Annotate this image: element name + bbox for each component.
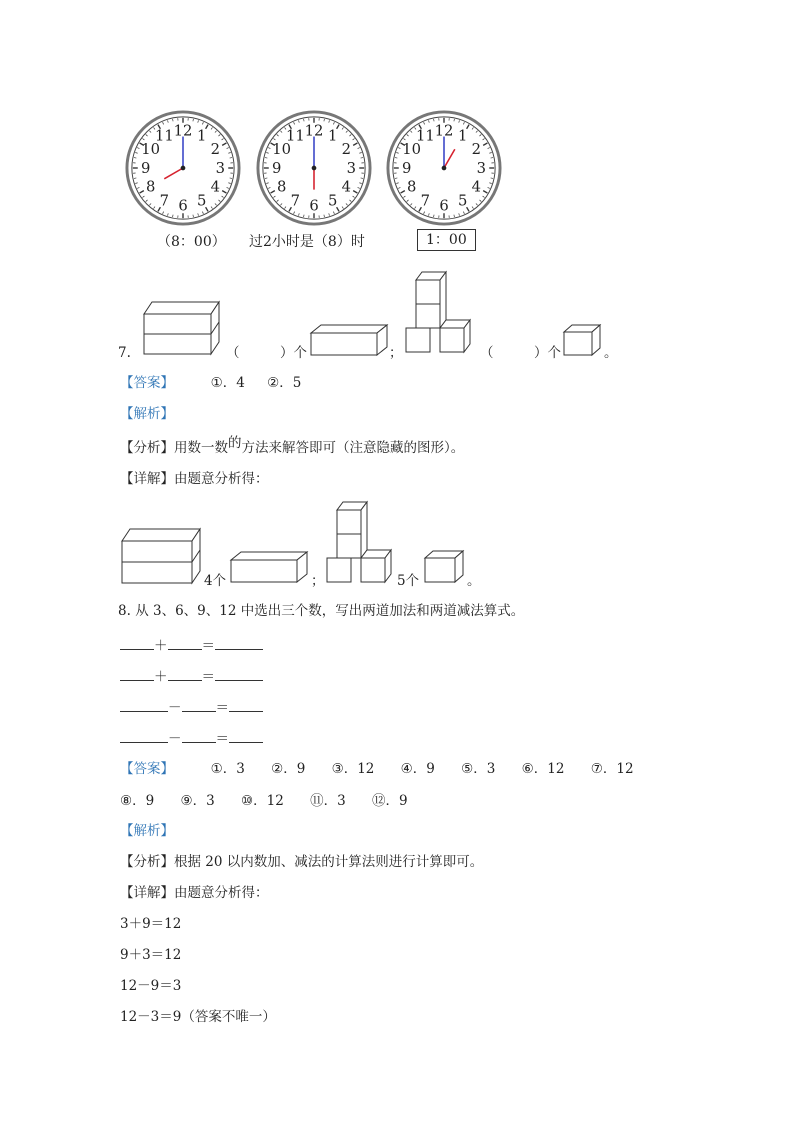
clock-face-3 bbox=[385, 109, 503, 227]
q8-answer-6: ⑥．12 bbox=[521, 761, 565, 777]
q8-fenxi bbox=[120, 853, 483, 871]
clock-numeral: 4 bbox=[341, 178, 352, 196]
clock-caption-2: 过2小时是（8）时 bbox=[249, 234, 365, 250]
clock-numeral: 5 bbox=[327, 192, 338, 210]
q7-paren1-open: （ bbox=[226, 345, 240, 361]
q8-question bbox=[118, 602, 524, 620]
clock-numeral: 9 bbox=[401, 159, 412, 177]
q8-blank-eq-2 bbox=[120, 666, 263, 686]
clock-numeral: 9 bbox=[140, 159, 151, 177]
clock-numeral: 12 bbox=[304, 122, 324, 140]
q7-fenxi bbox=[120, 435, 465, 457]
clock-numeral: 11 bbox=[415, 127, 435, 145]
clock-numeral: 11 bbox=[154, 127, 174, 145]
clock-numeral: 3 bbox=[346, 159, 357, 177]
equals-sign: ＝ bbox=[215, 700, 229, 716]
q7-ans-cube-structure bbox=[325, 498, 397, 586]
clock-numeral: 10 bbox=[402, 141, 422, 159]
clock-numeral: 2 bbox=[471, 141, 482, 159]
minus-sign: － bbox=[168, 731, 182, 747]
q7-long-block bbox=[309, 323, 389, 357]
clock-2 bbox=[255, 109, 373, 227]
clock-numeral: 7 bbox=[159, 192, 170, 210]
clock-numeral: 4 bbox=[471, 178, 482, 196]
clock-numeral: 12 bbox=[173, 122, 193, 140]
q7-answer-row bbox=[120, 374, 319, 392]
q7-paren2-open: （ bbox=[480, 345, 494, 361]
clock-numeral: 3 bbox=[215, 159, 226, 177]
equals-sign: ＝ bbox=[215, 731, 229, 747]
clock-center-dot bbox=[442, 166, 447, 171]
q7-answer-1: ①．4 bbox=[210, 375, 245, 391]
equals-sign: ＝ bbox=[201, 638, 215, 654]
q7-number: 7. bbox=[118, 345, 131, 361]
q7-detail bbox=[120, 470, 269, 488]
q7-ans-count-2: 5个 bbox=[397, 573, 420, 589]
clock-numeral: 4 bbox=[210, 178, 221, 196]
q8-answer-8: ⑧．9 bbox=[120, 793, 155, 809]
q8-analysis-label: 【解析】 bbox=[120, 823, 174, 839]
clock-caption-3: 1：00 bbox=[417, 229, 476, 251]
q8-blank-eq-4 bbox=[120, 728, 263, 748]
q7-ans-long-block bbox=[229, 550, 309, 584]
q7-ans-semicolon: ； bbox=[311, 573, 325, 589]
plus-sign: ＋ bbox=[154, 669, 168, 685]
clock-numeral: 10 bbox=[272, 141, 292, 159]
q8-answer-12: ⑫．9 bbox=[371, 793, 408, 809]
clock-numeral: 8 bbox=[406, 178, 417, 196]
q7-fenxi-label: 【分析】 bbox=[120, 440, 174, 456]
clock-numeral: 6 bbox=[309, 197, 319, 215]
clock-numeral: 11 bbox=[285, 127, 305, 145]
q7-cube-structure bbox=[404, 268, 476, 356]
clock-numeral: 2 bbox=[210, 141, 221, 159]
clock-numeral: 1 bbox=[196, 127, 207, 145]
clock-numeral: 2 bbox=[341, 141, 352, 159]
clock-numeral: 8 bbox=[145, 178, 156, 196]
q8-fenxi-label: 【分析】 bbox=[120, 854, 174, 870]
clock-center-dot bbox=[181, 166, 186, 171]
q8-answer-label: 【答案】 bbox=[120, 761, 174, 777]
clock-3 bbox=[385, 109, 503, 227]
q7-ans-unit-cube bbox=[423, 549, 465, 585]
clock-numeral: 6 bbox=[178, 197, 188, 215]
q7-paren1-close: ）个 bbox=[280, 345, 307, 361]
q8-blank-eq-1 bbox=[120, 635, 263, 655]
clock-numeral: 1 bbox=[327, 127, 338, 145]
q8-number: 8. bbox=[118, 603, 131, 619]
q7-period: 。 bbox=[604, 345, 618, 361]
clock-numeral: 5 bbox=[457, 192, 468, 210]
clock-face-1 bbox=[124, 109, 242, 227]
q7-fenxi-text-b: 方法来解答即可（注意隐藏的图形）。 bbox=[241, 440, 465, 456]
q7-analysis-label: 【解析】 bbox=[120, 406, 174, 422]
q8-equation-1: 3＋9＝12 bbox=[120, 916, 182, 932]
q7-answer-label: 【答案】 bbox=[120, 375, 174, 391]
clock-numeral: 9 bbox=[271, 159, 282, 177]
q7-fenxi-text-a: 用数一数 bbox=[174, 440, 228, 456]
q8-answer-row-1 bbox=[120, 760, 634, 778]
clock-face-2 bbox=[255, 109, 373, 227]
q7-detail-label: 【详解】 bbox=[120, 471, 174, 487]
q7-unit-cube bbox=[562, 323, 602, 357]
q8-fenxi-text: 根据 20 以内数加、减法的计算法则进行计算即可。 bbox=[174, 854, 484, 870]
clock-numeral: 12 bbox=[434, 122, 454, 140]
plus-sign: ＋ bbox=[154, 638, 168, 654]
q7-answer-2: ②．5 bbox=[267, 375, 302, 391]
q8-detail-text: 由题意分析得： bbox=[174, 885, 269, 901]
q8-equation-4: 12－3＝9（答案不唯一） bbox=[120, 1009, 276, 1025]
q7-stacked-blocks bbox=[142, 300, 222, 358]
q8-detail bbox=[120, 884, 269, 902]
q8-answer-row-2 bbox=[120, 792, 408, 810]
q7-ans-period: 。 bbox=[467, 573, 481, 589]
equals-sign: ＝ bbox=[201, 669, 215, 685]
q8-answer-3: ③．12 bbox=[331, 761, 375, 777]
q8-answer-1: ①．3 bbox=[210, 761, 245, 777]
q8-answer-4: ④．9 bbox=[400, 761, 435, 777]
q8-answer-11: ⑪．3 bbox=[310, 793, 346, 809]
clock-numeral: 7 bbox=[420, 192, 431, 210]
q8-answer-9: ⑨．3 bbox=[180, 793, 215, 809]
q7-ans-stacked-blocks bbox=[120, 527, 204, 587]
q7-paren2-close: ）个 bbox=[534, 345, 561, 361]
q7-semicolon: ； bbox=[389, 345, 403, 361]
q7-ans-count-1: 4个 bbox=[204, 573, 227, 589]
q8-answer-5: ⑤．3 bbox=[461, 761, 496, 777]
q8-answer-7: ⑦．12 bbox=[590, 761, 634, 777]
minus-sign: － bbox=[168, 700, 182, 716]
clock-numeral: 5 bbox=[196, 192, 207, 210]
q8-equation-2: 9＋3＝12 bbox=[120, 947, 182, 963]
clock-caption-1: （8：00） bbox=[157, 234, 226, 250]
q8-answer-10: ⑩．12 bbox=[241, 793, 284, 809]
q8-detail-label: 【详解】 bbox=[120, 885, 174, 901]
q8-answer-2: ②．9 bbox=[271, 761, 306, 777]
clock-numeral: 1 bbox=[457, 127, 468, 145]
clock-numeral: 3 bbox=[476, 159, 487, 177]
q8-equation-3: 12－9＝3 bbox=[120, 978, 182, 994]
clock-numeral: 8 bbox=[276, 178, 287, 196]
q8-question-text: 从 3、6、9、12 中选出三个数，写出两道加法和两道减法算式。 bbox=[135, 603, 525, 619]
q8-blank-eq-3 bbox=[120, 697, 263, 717]
clock-numeral: 7 bbox=[290, 192, 301, 210]
q7-detail-text: 由题意分析得： bbox=[174, 471, 269, 487]
clock-numeral: 6 bbox=[439, 197, 449, 215]
clock-1 bbox=[124, 109, 242, 227]
q7-fenxi-text-de: 的 bbox=[228, 435, 242, 451]
clock-center-dot bbox=[312, 166, 317, 171]
clock-numeral: 10 bbox=[141, 141, 161, 159]
